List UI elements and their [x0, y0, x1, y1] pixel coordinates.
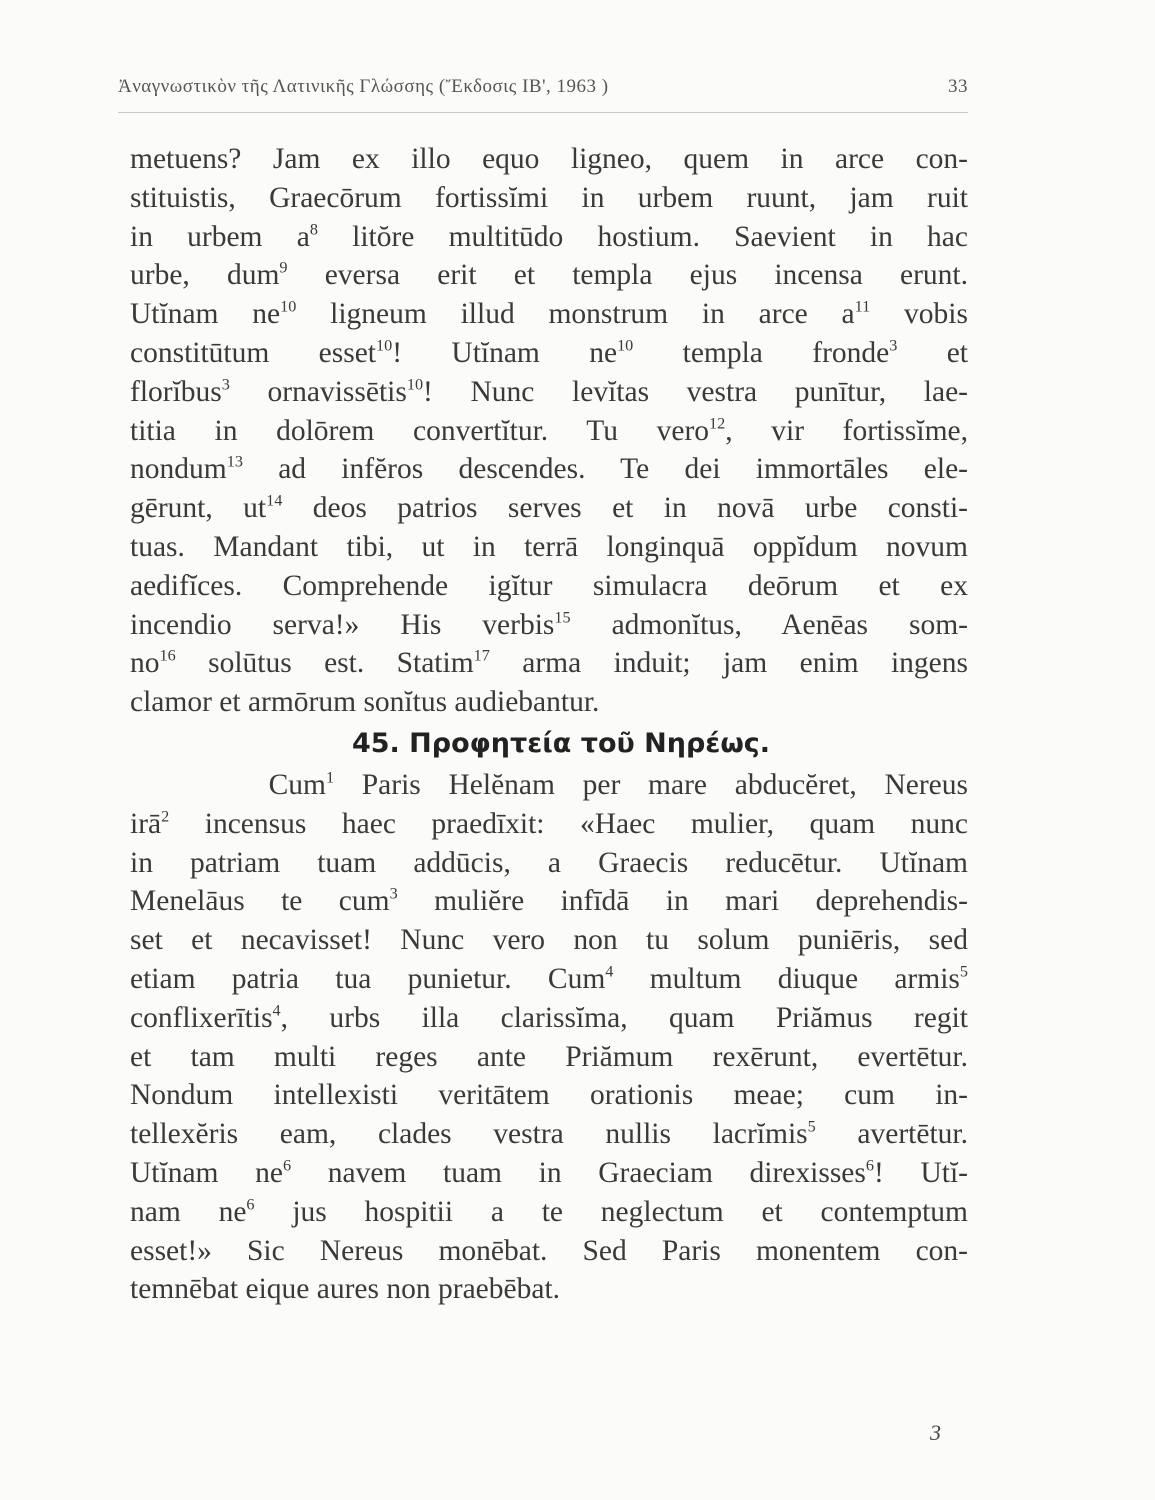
text-line: constitūtum esset$^{10}$! Utĭnam $ne^{10}$ templa fronde$^3$ et — [130, 336, 968, 369]
text-line: metuens? Jam ex illo equo ligneo, quem in arce con- — [130, 143, 968, 175]
text-line: Nondum intellexisti veritātem orationis meae; cum in- — [130, 1079, 968, 1112]
text-line: clamor et armōrum sonĭtus audiebantur. — [130, 686, 600, 719]
text-line: Menelāus te cum$^3$ muliĕre infīdā in mari deprehendis- — [130, 885, 968, 918]
header-rule — [118, 112, 968, 113]
page-body — [130, 140, 968, 1309]
text-line: etiam patria tua punietur. Cum$^4$ multum diuque armis$^5$ — [130, 962, 968, 995]
running-title: Ἀναγνωστικὸν τῆς Λατινικῆς Γλώσσης (Ἔκδοσις ΙΒ', 1963 ) — [118, 76, 609, 97]
text-line: esset!» Sic Nereus monēbat. Sed Paris monentem con- — [130, 1234, 968, 1267]
text-line: florĭbus$^3$ ornavissētis$^{10}$! Nunc levĭtas vestra punītur, lae- — [130, 375, 969, 408]
page-number: 33 — [948, 76, 968, 97]
text-line: stituistis, Graecōrum fortissĭmi in urbem ruunt, jam ruit — [130, 181, 968, 214]
text-line: conflixerītis$^4$, urbs illa clarissĭma, quam Priămus regit — [130, 1001, 968, 1034]
text-line: irā$^2$ incensus haec praedīxit: «Haec mulier, quam nunc — [130, 807, 968, 840]
passage-nereus — [130, 766, 968, 1309]
text-line: tellexĕris eam, clades vestra nullis lacrĭmis$^5$ avertētur. — [130, 1117, 968, 1151]
text-line: in urbem $a^8$ litŏre multitūdo hostium. Saevient in hac — [130, 220, 968, 253]
section-heading: 45. Προφητεία τοῦ Νηρέως. — [351, 727, 771, 759]
text-line: urbe, dum$^9$ eversa erit et templa ejus incensa erunt. — [130, 259, 968, 292]
text-line: Utĭnam $ne^6$ navem tuam in Graeciam direxisses$^6$! Utĭ- — [130, 1156, 968, 1189]
text-line: in patriam tuam addūcis, a Graecis reducētur. Utĭnam — [130, 846, 968, 879]
text-line: nondum$^{13}$ ad infĕros descendes. Te dei immortāles ele- — [130, 453, 968, 486]
text-line: Cum$^1$ Paris Helĕnam per mare abducĕret, Nereus — [130, 768, 969, 801]
text-line: titia in dolōrem convertĭtur. Tu vero$^{12}$, vir fortissĭme, — [130, 414, 968, 447]
passage-aeneas — [130, 140, 968, 722]
text-line: $no^{16}$ solūtus est. Statim$^{17}$ arma induit; jam enim ingens — [130, 647, 968, 680]
text-line: temnēbat eique aures non praebēbat. — [130, 1273, 561, 1306]
text-line: aedifĭces. Comprehende igĭtur simulacra deōrum et ex — [130, 569, 968, 602]
text-line: nam $ne^6$ jus hospitii a te neglectum et contemptum — [130, 1195, 968, 1228]
text-line: set et necavisset! Nunc vero non tu solum puniēris, sed — [130, 924, 968, 957]
signature-mark: 3 — [930, 1420, 941, 1445]
text-line: et tam multi reges ante Priămum rexērunt, evertētur. — [130, 1040, 968, 1073]
text-line: incendio serva!» His verbis$^{15}$ admonĭtus, Aenēas som- — [130, 608, 968, 641]
text-line: gērunt, $ut^{14}$ deos patrios serves et in novā urbe consti- — [130, 491, 969, 525]
running-header — [118, 76, 968, 106]
text-line: tuas. Mandant tibi, ut in terrā longinquā oppĭdum novum — [130, 530, 968, 563]
text-line: Utĭnam $ne^{10}$ ligneum illud monstrum in arce $a^{11}$ vobis — [130, 297, 968, 331]
